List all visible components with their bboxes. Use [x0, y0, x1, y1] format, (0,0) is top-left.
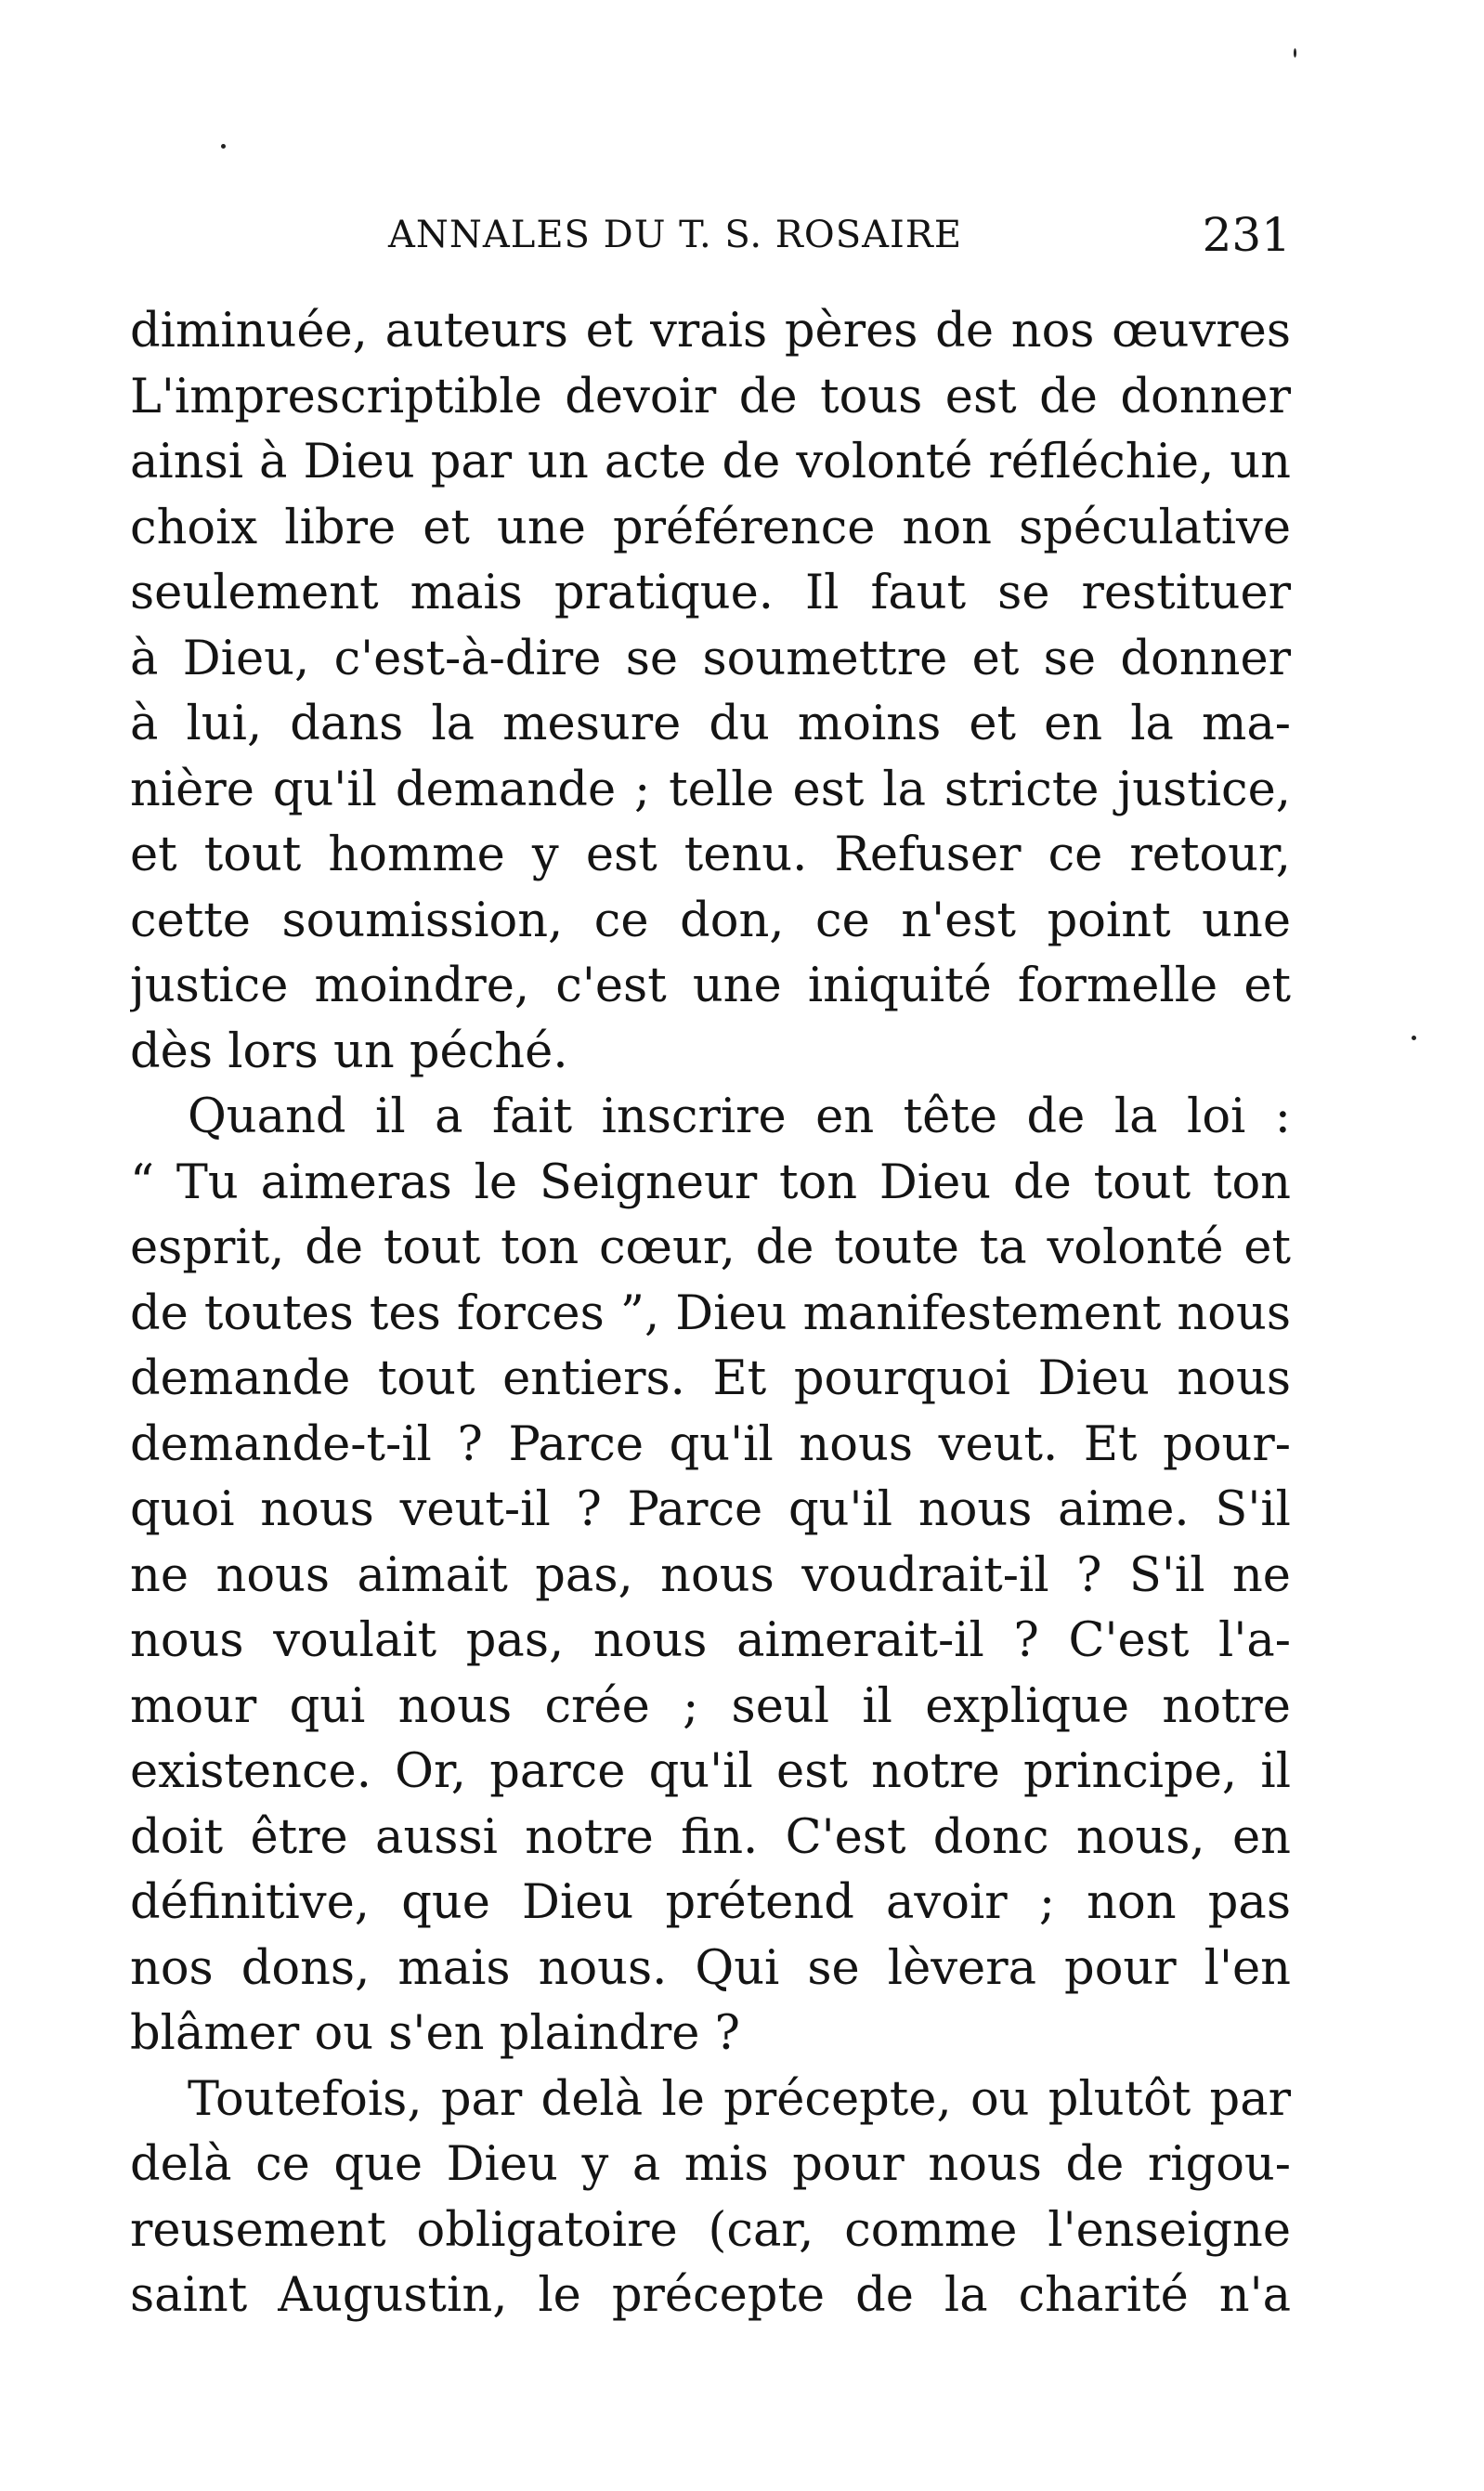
text-line: quoi nous veut-il ? Parce qu'il nous aime. S'il — [130, 1482, 1291, 1537]
text-line: existence. Or, parce qu'il est notre principe, il — [130, 1744, 1291, 1799]
text-line: esprit, de tout ton cœur, de toute ta volonté et — [130, 1220, 1291, 1275]
text-line: ainsi à Dieu par un acte de volonté réfléchie, un — [130, 435, 1291, 489]
text-line: justice moindre, c'est une iniquité formelle et — [130, 959, 1291, 1013]
text-line: nous voulait pas, nous aimerait-il ? C'est l'a- — [130, 1613, 1291, 1668]
text-line: blâmer ou s'en plaindre ? — [130, 2006, 740, 2061]
print-speck — [1412, 1036, 1416, 1040]
text-line: et tout homme y est tenu. Refuser ce retour, — [130, 828, 1291, 882]
text-line: mour qui nous crée ; seul il explique notre — [130, 1678, 1291, 1734]
page-header — [130, 202, 1291, 267]
body-text — [130, 299, 1291, 2329]
text-line: reusement obligatoire (car, comme l'enseigne — [130, 2202, 1291, 2258]
text-line: nos dons, mais nous. Qui se lèvera pour l'en — [130, 1940, 1291, 1996]
text-line: saint Augustin, le précepte de la charité n'a — [130, 2268, 1291, 2323]
text-line: cette soumission, ce don, ce n'est point une — [130, 893, 1291, 948]
text-line: nière qu'il demande ; telle est la stricte justice, — [130, 762, 1291, 817]
text-line: à Dieu, c'est-à-dire se soumettre et se donner — [130, 631, 1291, 686]
text-line: “ Tu aimeras le Seigneur ton Dieu de tout ton — [130, 1154, 1291, 1210]
text-line: à lui, dans la mesure du moins et en la ma- — [130, 697, 1291, 751]
text-line: demande tout entiers. Et pourquoi Dieu nous — [130, 1351, 1291, 1406]
print-speck — [221, 144, 226, 149]
text-line: ne nous aimait pas, nous voudrait-il ? S'il ne — [130, 1547, 1291, 1603]
paragraph-first-line: Toutefois, par delà le précepte, ou plutôt par — [188, 2071, 1291, 2127]
text-line: diminuée, auteurs et vrais pères de nos œuvres — [130, 304, 1291, 359]
text-line: delà ce que Dieu y a mis pour nous de rigou- — [130, 2137, 1291, 2192]
page-number: 231 — [1202, 208, 1291, 262]
text-line: dès lors un péché. — [130, 1024, 568, 1079]
paragraph-first-line: Quand il a fait inscrire en tête de la loi : — [188, 1089, 1291, 1144]
text-line: demande-t-il ? Parce qu'il nous veut. Et pour- — [130, 1416, 1291, 1472]
text-line: définitive, que Dieu prétend avoir ; non pas — [130, 1875, 1291, 1930]
text-line: de toutes tes forces ”, Dieu manifestement nous — [130, 1285, 1291, 1341]
text-line: doit être aussi notre fin. C'est donc nous, en — [130, 1809, 1291, 1865]
text-line: L'imprescriptible devoir de tous est de donner — [130, 369, 1291, 424]
running-title: ANNALES DU T. S. ROSAIRE — [388, 214, 963, 256]
print-speck — [1294, 48, 1296, 58]
text-line: choix libre et une préférence non spéculative — [130, 500, 1291, 555]
text-line: seulement mais pratique. Il faut se restituer — [130, 566, 1291, 620]
